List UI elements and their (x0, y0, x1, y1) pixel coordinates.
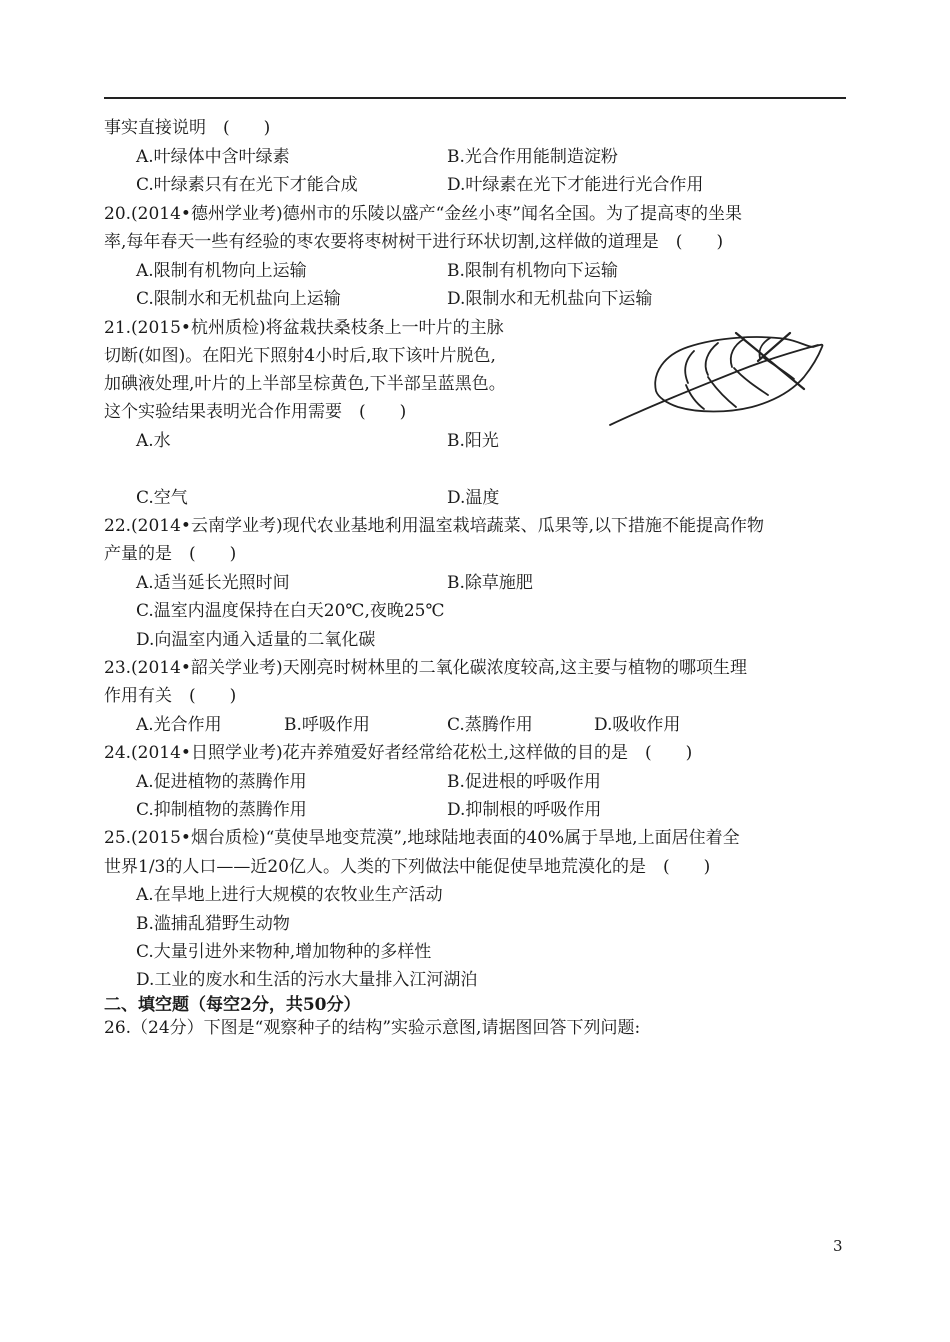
q24-option-d: D.抑制根的呼吸作用 (447, 800, 602, 820)
q22-stem-line2: 产量的是 ( ) (104, 544, 237, 564)
header-rule (104, 97, 846, 99)
q23-option-b: B.呼吸作用 (284, 715, 370, 735)
q25-option-a: A.在旱地上进行大规模的农牧业生产活动 (136, 885, 443, 905)
q25-stem-line2: 世界1/3的人口——近20亿人。人类的下列做法中能促使旱地荒漠化的是 ( ) (104, 857, 711, 877)
section-heading: 二、填空题（每空2分，共50分） (104, 995, 361, 1015)
q20-option-a: A.限制有机物向上运输 (136, 261, 307, 281)
q24-option-c: C.抑制植物的蒸腾作用 (136, 800, 307, 820)
q20-option-c: C.限制水和无机盐向上运输 (136, 289, 341, 309)
q24-stem: 24.(2014•日照学业考)花卉养殖爱好者经常给花松土,这样做的目的是 ( ) (104, 743, 693, 763)
q21-stem-line1: 21.(2015•杭州质检)将盆栽扶桑枝条上一叶片的主脉 (104, 318, 504, 338)
q19-stem: 事实直接说明 ( ) (104, 118, 271, 138)
q25-stem-line1: 25.(2015•烟台质检)“莫使旱地变荒漠”,地球陆地表面的40%属于旱地,上面居住着全 (104, 828, 740, 848)
q22-option-c: C.温室内温度保持在白天20℃,夜晚25℃ (136, 601, 445, 621)
q19-option-d: D.叶绿素在光下才能进行光合作用 (447, 175, 704, 195)
q25-option-c: C.大量引进外来物种,增加物种的多样性 (136, 942, 432, 962)
leaf-vein-cut-figure (608, 325, 828, 433)
q22-stem-line1: 22.(2014•云南学业考)现代农业基地利用温室栽培蔬菜、瓜果等,以下措施不能提高作物 (104, 516, 764, 536)
q23-option-d: D.吸收作用 (594, 715, 681, 735)
q20-option-b: B.限制有机物向下运输 (447, 261, 618, 281)
q23-stem-line2: 作用有关 ( ) (104, 686, 237, 706)
q21-stem-line3: 加碘液处理,叶片的上半部呈棕黄色,下半部呈蓝黑色。 (104, 374, 506, 394)
leaf-outline (655, 337, 822, 411)
page-number: 3 (833, 1237, 843, 1255)
q19-option-a: A.叶绿体中含叶绿素 (136, 147, 290, 167)
q25-option-b: B.滥捕乱猎野生动物 (136, 914, 290, 934)
q21-stem-line4: 这个实验结果表明光合作用需要 ( ) (104, 402, 407, 422)
q21-stem-line2: 切断(如图)。在阳光下照射4小时后,取下该叶片脱色, (104, 346, 496, 366)
q20-stem-line1: 20.(2014•德州学业考)德州市的乐陵以盛产“金丝小枣”闻名全国。为了提高枣的坐果 (104, 204, 742, 224)
q22-option-b: B.除草施肥 (447, 573, 533, 593)
q21-option-d: D.温度 (447, 488, 500, 508)
q23-stem-line1: 23.(2014•韶关学业考)天刚亮时树林里的二氧化碳浓度较高,这主要与植物的哪项生理 (104, 658, 747, 678)
q22-option-a: A.适当延长光照时间 (136, 573, 290, 593)
q24-option-a: A.促进植物的蒸腾作用 (136, 772, 307, 792)
q20-option-d: D.限制水和无机盐向下运输 (447, 289, 653, 309)
q20-stem-line2: 率,每年春天一些有经验的枣农要将枣树树干进行环状切割,这样做的道理是 ( ) (104, 232, 724, 252)
q21-option-c: C.空气 (136, 488, 188, 508)
q24-option-b: B.促进根的呼吸作用 (447, 772, 601, 792)
q19-option-b: B.光合作用能制造淀粉 (447, 147, 618, 167)
q25-option-d: D.工业的废水和生活的污水大量排入江河湖泊 (136, 970, 478, 990)
q19-option-c: C.叶绿素只有在光下才能合成 (136, 175, 358, 195)
q26-stem: 26.（24分）下图是“观察种子的结构”实验示意图,请据图回答下列问题: (104, 1018, 641, 1038)
q23-option-a: A.光合作用 (136, 715, 222, 735)
q23-option-c: C.蒸腾作用 (447, 715, 533, 735)
q22-option-d: D.向温室内通入适量的二氧化碳 (136, 630, 376, 650)
q21-option-a: A.水 (136, 431, 171, 451)
q21-option-b: B.阳光 (447, 431, 499, 451)
